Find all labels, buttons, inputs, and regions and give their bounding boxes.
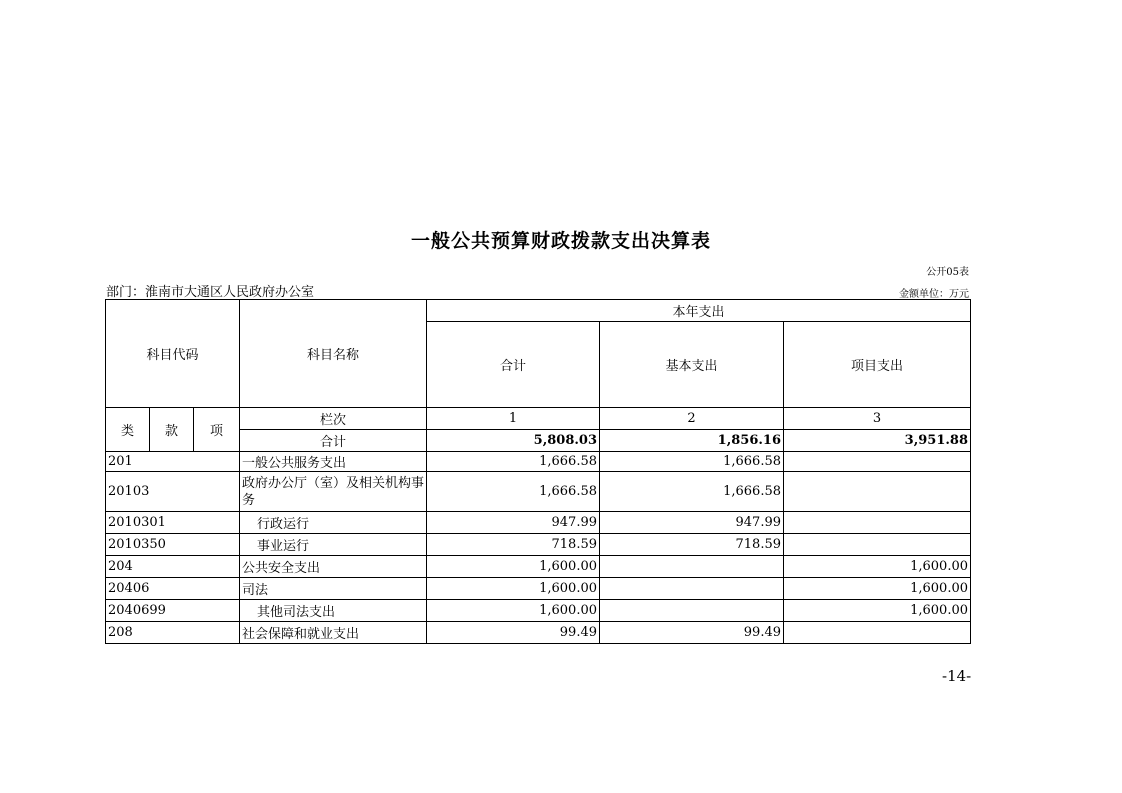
row-name: 其他司法支出: [240, 600, 427, 622]
totals-total: 5,808.03: [427, 430, 600, 452]
row-code: 201: [106, 452, 240, 472]
table-row: [106, 622, 971, 644]
row-code: 2010350: [106, 534, 240, 556]
lei-header: 类: [106, 408, 150, 452]
row-code: 20406: [106, 578, 240, 600]
row-total: 1,600.00: [427, 556, 600, 578]
table-row: [106, 512, 971, 534]
row-total: 1,666.58: [427, 452, 600, 472]
row-basic: 947.99: [600, 512, 784, 534]
row-code: 20103: [106, 472, 240, 512]
department-label: 部门：淮南市大通区人民政府办公室: [106, 285, 315, 300]
row-code: 204: [106, 556, 240, 578]
row-project: 1,600.00: [784, 578, 971, 600]
row-total: 947.99: [427, 512, 600, 534]
unit-label: 金额单位：万元: [899, 289, 969, 300]
table-row: [106, 556, 971, 578]
row-total: 718.59: [427, 534, 600, 556]
current-year-header: 本年支出: [427, 300, 971, 322]
row-basic: [600, 600, 784, 622]
row-project: 1,600.00: [784, 556, 971, 578]
row-name: 一般公共服务支出: [240, 452, 427, 472]
kuan-header: 款: [150, 408, 194, 452]
column-no-3: 3: [784, 408, 971, 430]
row-basic: 718.59: [600, 534, 784, 556]
table-row: [106, 472, 971, 512]
row-total: 1,666.58: [427, 472, 600, 512]
row-total: 99.49: [427, 622, 600, 644]
row-basic: 99.49: [600, 622, 784, 644]
row-name: 行政运行: [240, 512, 427, 534]
report-title: 一般公共预算财政拨款支出决算表: [410, 230, 711, 252]
row-project: [784, 472, 971, 512]
row-project: [784, 512, 971, 534]
row-total: 1,600.00: [427, 578, 600, 600]
column-no-1: 1: [427, 408, 600, 430]
row-code: 2010301: [106, 512, 240, 534]
subject-name-header: 科目名称: [240, 300, 427, 408]
row-basic: 1,666.58: [600, 472, 784, 512]
subject-code-header: 科目代码: [106, 300, 240, 408]
table-row: [106, 452, 971, 472]
budget-table: [105, 299, 971, 644]
row-code: 2040699: [106, 600, 240, 622]
row-name: 政府办公厅（室）及相关机构事务: [240, 472, 427, 512]
xiang-header: 项: [194, 408, 240, 452]
totals-basic: 1,856.16: [600, 430, 784, 452]
totals-project: 3,951.88: [784, 430, 971, 452]
totals-label: 合计: [240, 430, 427, 452]
table-row: [106, 578, 971, 600]
row-total: 1,600.00: [427, 600, 600, 622]
row-name: 事业运行: [240, 534, 427, 556]
table-row: [106, 534, 971, 556]
row-project: 1,600.00: [784, 600, 971, 622]
row-name: 社会保障和就业支出: [240, 622, 427, 644]
row-name: 司法: [240, 578, 427, 600]
total-header: 合计: [427, 322, 600, 408]
project-header: 项目支出: [784, 322, 971, 408]
form-number: 公开05表: [926, 267, 969, 278]
row-project: [784, 452, 971, 472]
row-project: [784, 534, 971, 556]
basic-header: 基本支出: [600, 322, 784, 408]
row-project: [784, 622, 971, 644]
row-basic: 1,666.58: [600, 452, 784, 472]
row-name: 公共安全支出: [240, 556, 427, 578]
page-number: -14-: [942, 667, 972, 685]
column-no-label: 栏次: [240, 408, 427, 430]
row-basic: [600, 578, 784, 600]
row-code: 208: [106, 622, 240, 644]
table-row: [106, 600, 971, 622]
column-no-2: 2: [600, 408, 784, 430]
row-basic: [600, 556, 784, 578]
